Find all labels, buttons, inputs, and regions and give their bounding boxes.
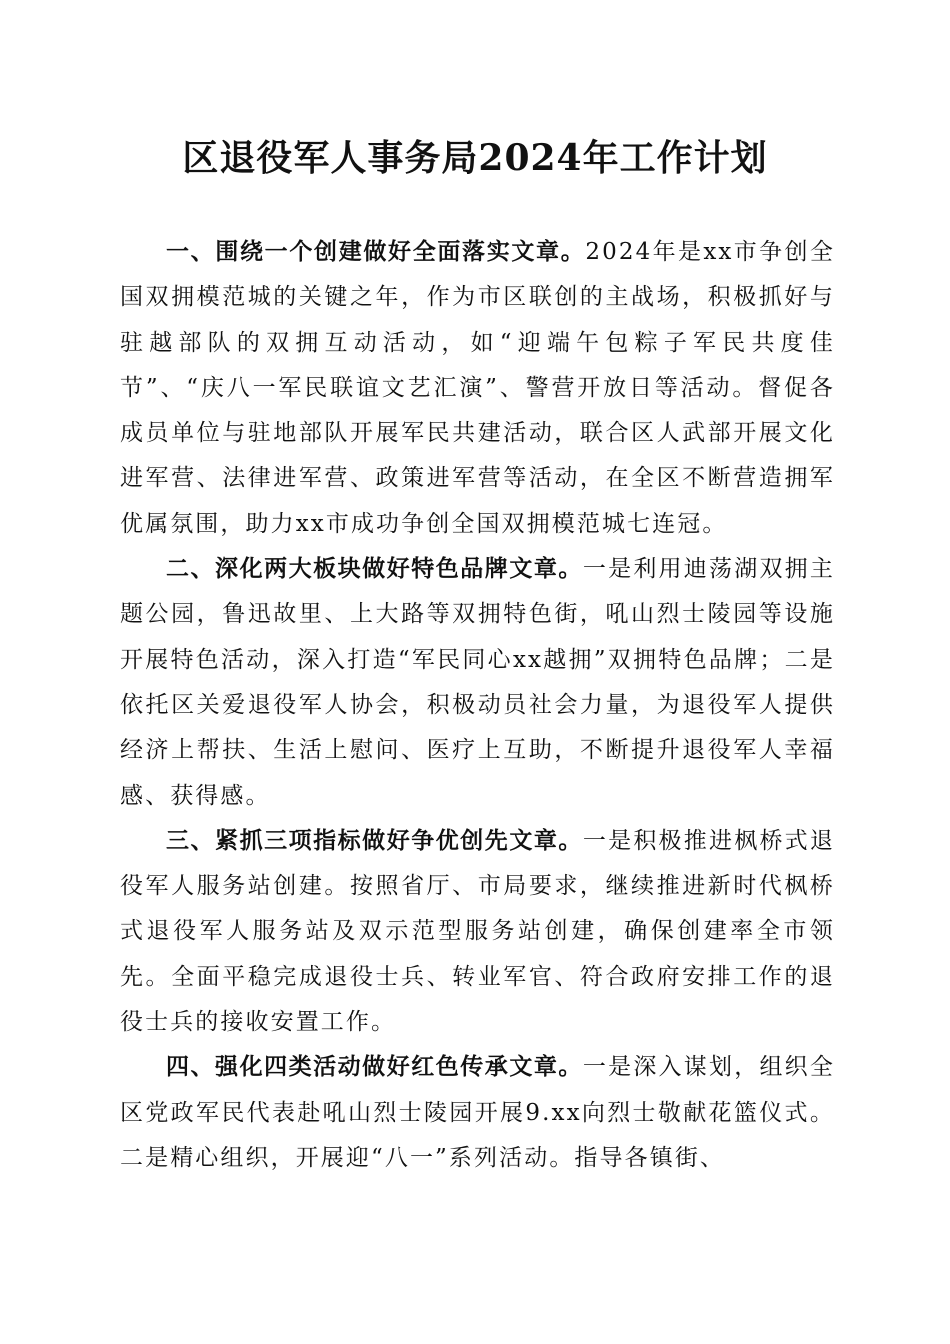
section-heading-4: 四、强化四类活动做好红色传承文章。 bbox=[166, 1054, 583, 1081]
section-body-4: 一是深入谋划，组织全区党政军民代表赴吼山烈士陵园开展9.xx向烈士敬献花篮仪式。二是精心组织，开展迎“八一”系列活动。指导各镇街、 bbox=[120, 1054, 835, 1171]
section-heading-3: 三、紧抓三项指标做好争优创先文章。 bbox=[166, 827, 583, 854]
section-body-3: 一是积极推进枫桥式退役军人服务站创建。按照省厅、市局要求，继续推进新时代枫桥式退役军人服务站及双示范型服务站创建，确保创建率全市领先。全面平稳完成退役士兵、转业军官、符合政府安排工作的退役士兵的接收安置工作。 bbox=[120, 827, 835, 1036]
section-body-1: 2024年是xx市争创全国双拥模范城的关键之年，作为市区联创的主战场，积极抓好与驻越部队的双拥互动活动，如“迎端午包粽子军民共度佳节”、“庆八一军民联谊文艺汇演”、警营开放日等活动。督促各成员单位与驻地部队开展军民共建活动，联合区人武部开展文化进军营、法律进军营、政策进军营等活动，在全区不断营造拥军优属氛围，助力xx市成功争创全国双拥模范城七连冠。 bbox=[120, 239, 835, 537]
section-body-2: 一是利用迪荡湖双拥主题公园，鲁迅故里、上大路等双拥特色街，吼山烈士陵园等设施开展特色活动，深入打造“军民同心xx越拥”双拥特色品牌；二是依托区关爱退役军人协会，积极动员社会力量，为退役军人提供经济上帮扶、生活上慰问、医疗上互助，不断提升退役军人幸福感、获得感。 bbox=[120, 556, 835, 809]
section-paragraph-3 bbox=[120, 819, 835, 1045]
section-heading-2: 二、深化两大板块做好特色品牌文章。 bbox=[166, 556, 583, 583]
section-paragraph-4 bbox=[120, 1045, 835, 1181]
section-heading-1: 一、围绕一个创建做好全面落实文章。 bbox=[166, 239, 586, 265]
document-title: 区退役军人事务局2024年工作计划 bbox=[182, 137, 768, 179]
document-body bbox=[120, 230, 835, 1181]
section-paragraph-1 bbox=[120, 230, 835, 547]
section-paragraph-2 bbox=[120, 547, 835, 819]
